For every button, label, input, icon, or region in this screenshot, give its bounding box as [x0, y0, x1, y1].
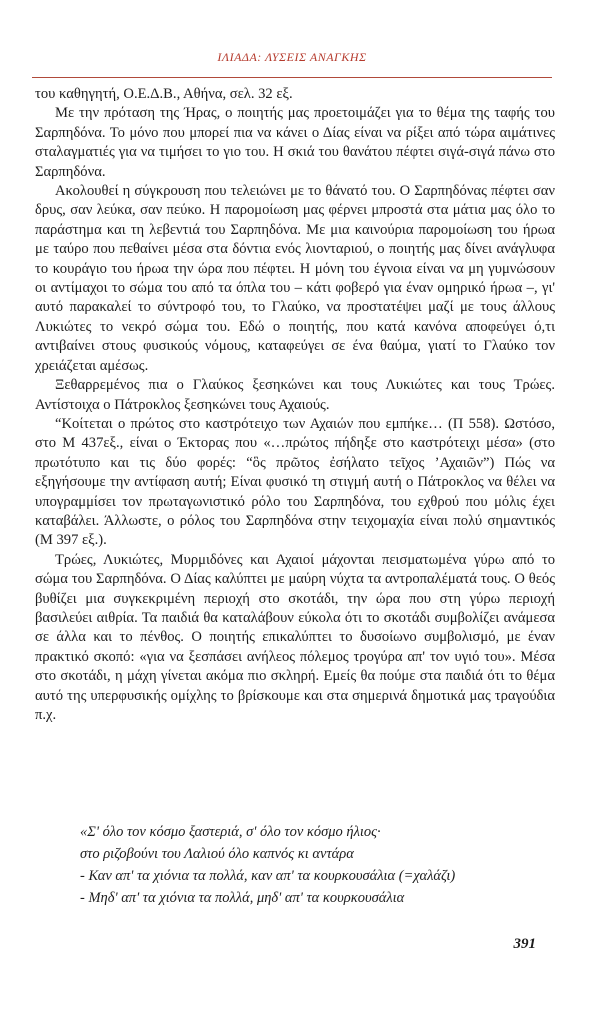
verse-line: «Σ' όλο τον κόσμο ξαστεριά, σ' όλο τον κόσμο ήλιος·	[80, 824, 381, 840]
header-rule	[32, 77, 552, 78]
paragraph: Ακολουθεί η σύγκρουση που τελειώνει με το θάνατό του. Ο Σαρπηδόνας πέφτει σαν δρυς, σαν λεύκα, σαν πεύκο. Η παρομοίωση μας φέρνει μπροστά στα μάτια μας όλο το παράστημα και τη λεβεντιά του Σαρπηδόνα. Με μια καινούρια παρομοίωση του ήρωα με ταύρο που πεθαίνει μέσα στα δόντια ενός λιονταριού, ο ποιητής μας δίνει ανάγλυφα το κουράγιο του ήρωα την ώρα που πέφτει. Η μόνη του έγνοια είναι να μη γυμνώσουν οι αντίμαχοι το σώμα του από τα όπλα του – κάτι φοβερό για έναν ομηρικό ήρωα –, γι' αυτό παρακαλεί το σύντροφό του, το Γλαύκο, να προστατέψει μαζί με τους άλλους Λυκιώτες το νεκρό σώμα του. Εδώ ο ποιητής, που κατά κανόνα αποφεύγει ό,τι αντιβαίνει στους φυσικούς νόμους, καταφεύγει σε ένα θαύμα, γιατί το Γλαύκο τον χρειάζεται αμέσως.	[35, 183, 555, 374]
paragraph: Ξεθαρρεμένος πια ο Γλαύκος ξεσηκώνει και τους Λυκιώτες και τους Τρώες. Αντίστοιχα ο Πάτροκλος ξεσηκώνει τους Αχαιούς.	[35, 377, 555, 413]
paragraph: Τρώες, Λυκιώτες, Μυρμιδόνες και Αχαιοί μάχονται πεισματωμένα γύρω από το σώμα του Σαρπηδόνα. Ο Δίας καλύπτει με μαύρη νύχτα τα αντροπαλέματά τους. Ο θεός βυθίζει μια συγκεκριμένη περιοχή στο σκοτάδι, την ώρα που στη γύρω περιοχή βασιλεύει αιθρία. Τα παιδιά θα καταλάβουν εύκολα ότι το σκοτάδι συμβολίζει ανάμεσα σε άλλα και το πένθος. Ο ποιητής επικαλύπτει το δυσοίωνο συμβολισμό, με έναν πρακτικό σκοπό: «για να ξεσπάσει ανήλεος πόλεμος τρογύρα απ' τον υγιό του». Μέσα στο σκοτάδι, η μάχη γίνεται ακόμα πιο σκληρή. Εμείς θα πούμε στα παιδιά ότι το θέμα αυτό της υπερφυσικής ομίχλης το βρίσκουμε και στα σημερινά δημοτικά μας τραγούδια π.χ.	[35, 551, 555, 723]
page-number: 391	[513, 936, 536, 952]
verse-line: - Καν απ' τα χιόνια τα πολλά, καν απ' τα κουρκουσάλια (=χαλάζι)	[80, 868, 456, 884]
paragraph-continuation: του καθηγητή, Ο.Ε.Δ.Β., Αθήνα, σελ. 32 εξ.	[35, 86, 293, 102]
verse-quote	[80, 821, 550, 909]
paragraph: “Κοίτεται ο πρώτος στο καστρότειχο των Αχαιών που εμπήκε… (Π 558). Ωστόσο, στο Μ 437εξ., είναι ο Έκτορας που «…πρώτος πήδηξε στο καστρότειχι μέσα» (στο πρωτότυπο και τις δύο φορές: “ὃς πρῶτος ἐσήλατο τεῖχος ’Αχαιῶν”) Πώς να εξηγήσουμε την αντίφαση αυτή; Είναι φυσικό τη στιγμή αυτή ο Πάτροκλος να θέλει να υπογραμμίσει τον πρωταγωνιστικό ρόλο του Σαρπηδόνα, του εχθρού που μόλις έχει καταβάλει. Άλλωστε, ο ρόλος του Σαρπηδόνα στην τειχομαχία είναι πολύ σημαντικός (Μ 397 εξ.).	[35, 415, 555, 549]
verse-line: στο ριζοβούνι του Λαλιού όλο καπνός κι αντάρα	[80, 846, 354, 862]
paragraph: Με την πρόταση της Ήρας, ο ποιητής μας προετοιμάζει για το θέμα της ταφής του Σαρπηδόνα. Το μόνο που μπορεί πια να κάνει ο Δίας είναι να ρίξει από τώρα αιμάτινες σταλαγματιές για να τιμήσει το γιο του. Η σκιά του θανάτου πέφτει σιγά-σιγά πάνω στο Σαρπηδόνα.	[35, 105, 555, 180]
body-text	[35, 85, 555, 725]
running-header: ΙΛΙΑΔΑ: ΛΥΣΕΙΣ ΑΝΑΓΚΗΣ	[217, 50, 367, 64]
verse-line: - Μηδ' απ' τα χιόνια τα πολλά, μηδ' απ' τα κουρκουσάλια	[80, 890, 405, 906]
